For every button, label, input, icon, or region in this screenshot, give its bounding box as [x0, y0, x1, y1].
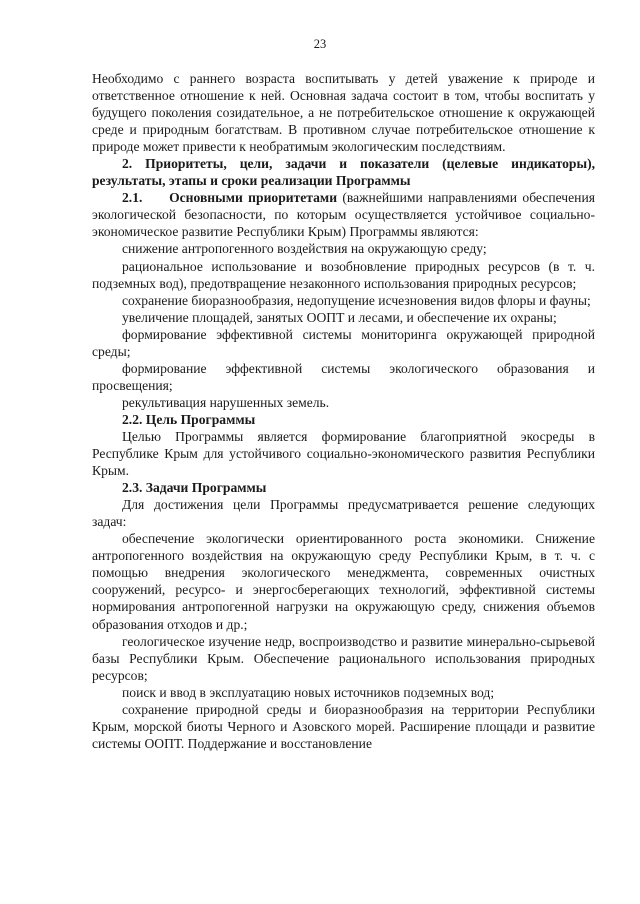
subsection-2-1-number: 2.1.: [122, 190, 143, 206]
task-item: поиск и ввод в эксплуатацию новых источников подземных вод;: [122, 684, 495, 700]
subsection-2-2-heading: 2.2. Цель Программы: [122, 411, 256, 427]
subsection-2-3-intro: Для достижения цели Программы предусматривается решение следующих задач:: [92, 497, 595, 530]
priority-item: формирование эффективной системы мониторинга окружающей природной среды;: [92, 326, 595, 359]
priority-item: сохранение биоразнообразия, недопущение исчезновения видов флоры и фауны;: [122, 292, 591, 308]
subsection-2-2-text: Целью Программы является формирование благоприятной экосреды в Республике Крым для устойчивого социально-экономического развития Республики Крым.: [92, 428, 595, 479]
task-item: геологическое изучение недр, воспроизводство и развитие минерально-сырьевой базы Республики Крым. Обеспечение рационального использования природных ресурсов;: [92, 633, 595, 683]
subsection-2-1-paragraph: [92, 189, 595, 240]
subsection-2-3-heading: 2.3. Задачи Программы: [122, 480, 267, 496]
page-number: 23: [313, 37, 327, 51]
subsection-2-1-lead: Основными приоритетами: [169, 190, 338, 206]
section-2-heading: 2. Приоритеты, цели, задачи и показатели (целевые индикаторы), результаты, этапы и сроки реализации Программы: [92, 156, 595, 189]
priority-item: формирование эффективной системы экологического образования и просвещения;: [92, 360, 595, 393]
intro-paragraph: Необходимо с раннего возраста воспитывать у детей уважение к природе и ответственное отношение к ней. Основная задача состоит в том, чтобы воспитать у будущего поколения созидательное, а не потребительское отношение к окружающей среде и природным богатствам. В противном случае потребительское отношение к природе может привести к необратимым экологическим последствиям.: [92, 71, 595, 155]
priority-item: увеличение площадей, занятых ООПТ и лесами, и обеспечение их охраны;: [122, 309, 557, 325]
subsection-2-1-text: (важнейшими направлениями обеспечения экологической безопасности, по которым осуществляется устойчивое социально-экономическое развитие Республики Крым) Программы являются:: [92, 190, 595, 240]
priority-item: снижение антропогенного воздействия на окружающую среду;: [122, 241, 487, 257]
priority-item: рациональное использование и возобновление природных ресурсов (в т. ч. подземных вод), предотвращение незаконного использования природных ресурсов;: [92, 258, 595, 291]
task-item: сохранение природной среды и биоразнообразия на территории Республики Крым, морской биоты Черного и Азовского морей. Расширение площади и развитие системы ООПТ. Поддержание и восстановление: [92, 701, 595, 751]
page-content: [92, 70, 595, 752]
task-item: обеспечение экологически ориентированного роста экономики. Снижение антропогенного воздействия на окружающую среду Республики Крым, в т. ч. с помощью внедрения экологического менеджмента, современных очистных сооружений, ресурсо- и энергосберегающих технологий, эффективной системы нормирования антропогенной нагрузки на окружающую среду, снижения объемов образования отходов и др.;: [92, 531, 595, 632]
priority-item: рекультивация нарушенных земель.: [122, 394, 330, 410]
